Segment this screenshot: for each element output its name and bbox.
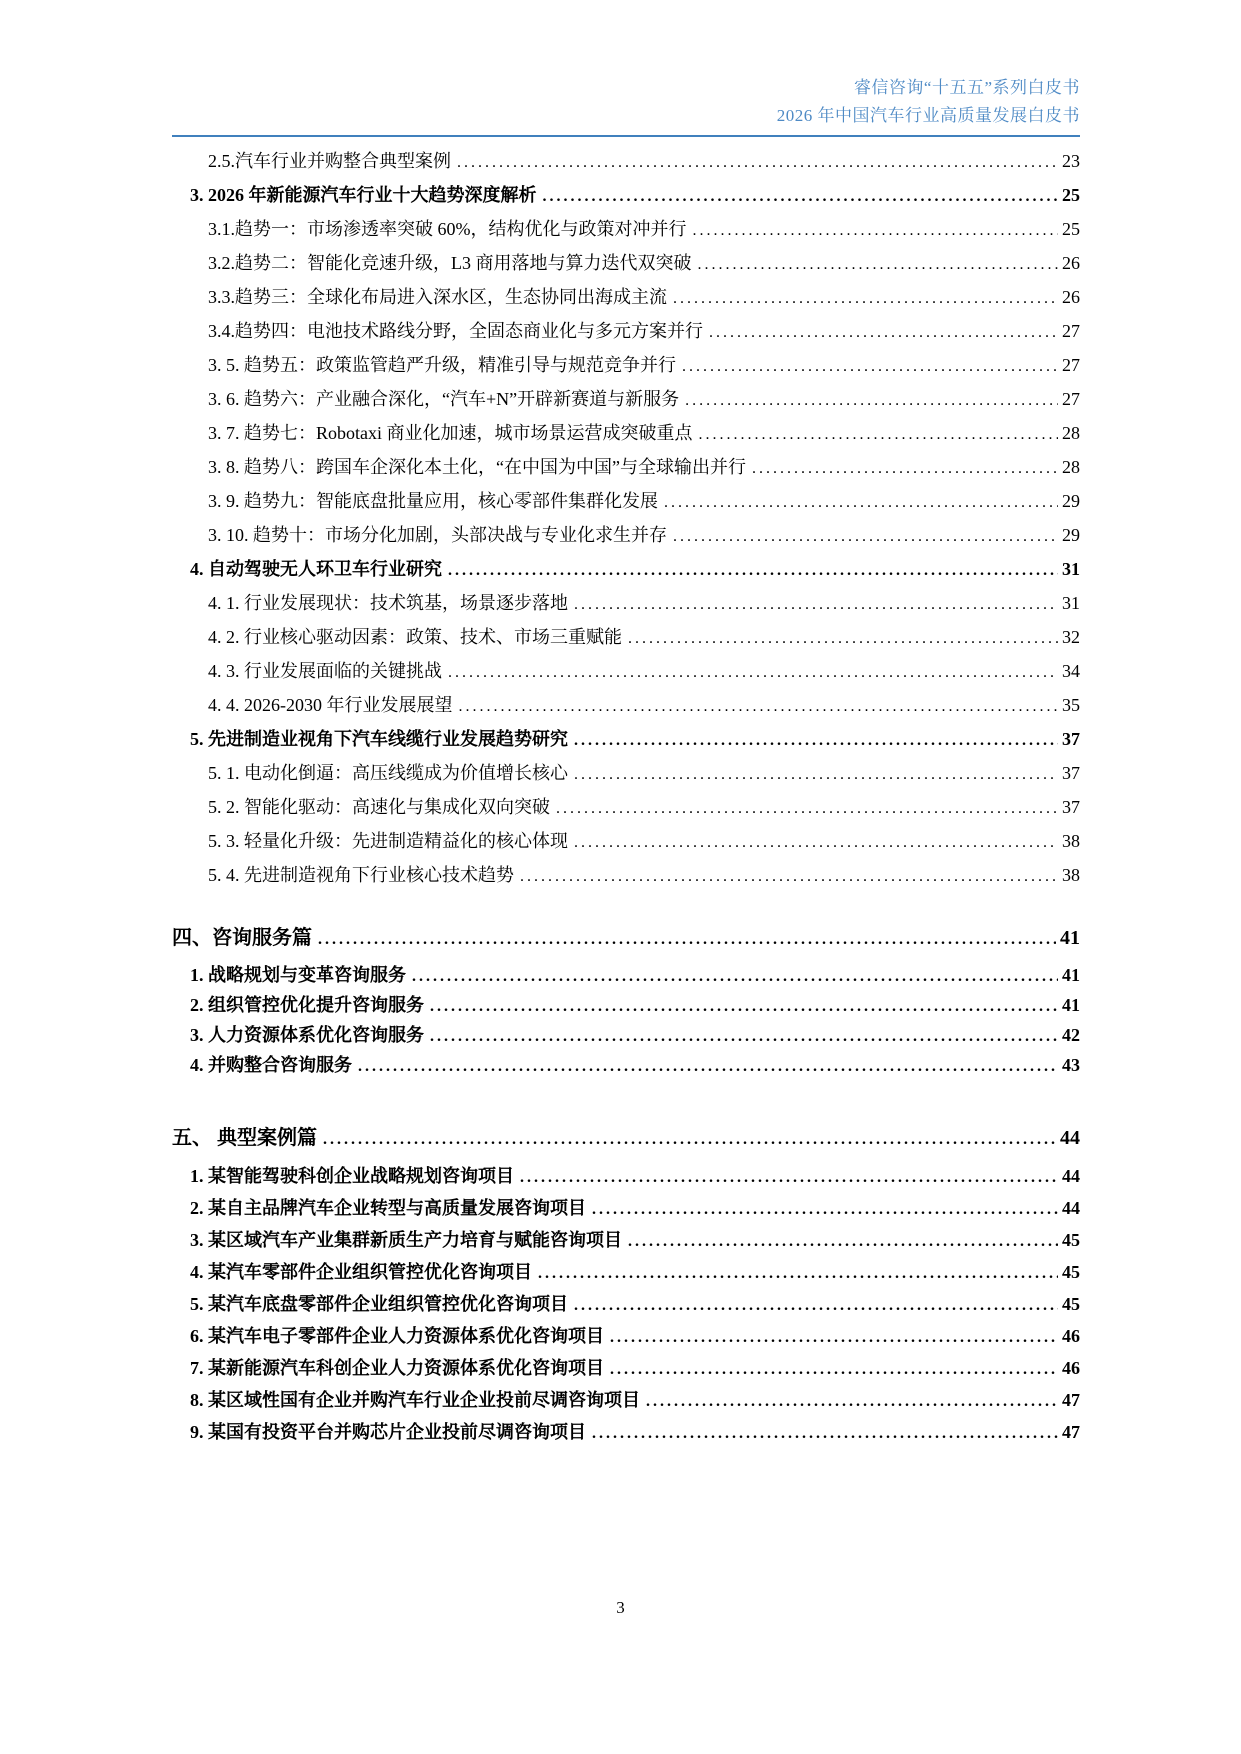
toc-entry — [172, 247, 1080, 281]
toc-entry-label: 2. 某自主品牌汽车企业转型与高质量发展咨询项目 — [190, 1198, 586, 1218]
toc-dot-leader — [664, 485, 1058, 519]
toc-page-number: 37 — [1062, 797, 1080, 817]
toc-page-number: 38 — [1062, 831, 1080, 851]
toc-entry — [172, 655, 1080, 689]
toc-entry — [172, 485, 1080, 519]
toc-page-number: 31 — [1062, 593, 1080, 613]
toc-page-number: 27 — [1062, 321, 1080, 341]
toc-entry — [172, 281, 1080, 315]
toc-page-number: 32 — [1062, 627, 1080, 647]
toc-entry-label: 3. 6. 趋势六：产业融合深化，“汽车+N”开辟新赛道与新服务 — [208, 389, 680, 409]
toc-entry-label: 五、 典型案例篇 — [172, 1127, 317, 1149]
toc-page-number: 37 — [1062, 763, 1080, 783]
toc-page-number: 27 — [1062, 355, 1080, 375]
toc-dot-leader — [698, 247, 1059, 281]
toc-entry-label: 3. 10. 趋势十：市场分化加剧，头部决战与专业化求生并存 — [208, 525, 667, 545]
toc-page-number: 23 — [1062, 151, 1080, 171]
toc-entry — [172, 859, 1080, 893]
toc-entry — [172, 621, 1080, 655]
toc-entry — [172, 315, 1080, 349]
toc-entry-label: 3.2.趋势二：智能化竞速升级，L3 商用落地与算力迭代双突破 — [208, 253, 692, 273]
toc-entry-label: 7. 某新能源汽车科创企业人力资源体系优化咨询项目 — [190, 1358, 604, 1378]
toc-dot-leader — [628, 1225, 1058, 1257]
toc-page-number: 35 — [1062, 695, 1080, 715]
toc-page-number: 31 — [1062, 559, 1080, 579]
toc-entry-label: 5. 2. 智能化驱动：高速化与集成化双向突破 — [208, 797, 550, 817]
toc-entry-label: 4. 4. 2026-2030 年行业发展展望 — [208, 695, 453, 715]
toc-entry — [172, 145, 1080, 179]
toc-entry — [172, 1385, 1080, 1417]
toc-page-number: 26 — [1062, 253, 1080, 273]
toc-page-number: 43 — [1062, 1055, 1080, 1075]
toc-page-number: 25 — [1062, 219, 1080, 239]
toc-page-number: 29 — [1062, 525, 1080, 545]
toc-entry — [172, 1353, 1080, 1385]
toc-entry — [172, 1021, 1080, 1051]
toc-dot-leader — [699, 417, 1059, 451]
toc-entry — [172, 519, 1080, 553]
toc-entry-label: 4. 并购整合咨询服务 — [190, 1055, 352, 1075]
toc-entry-label: 5. 1. 电动化倒逼：高压线缆成为价值增长核心 — [208, 763, 568, 783]
toc-entry — [172, 587, 1080, 621]
toc-entry-label: 3. 9. 趋势九：智能底盘批量应用，核心零部件集群化发展 — [208, 491, 658, 511]
toc-entry — [172, 1289, 1080, 1321]
toc-page-number: 37 — [1062, 729, 1080, 749]
toc-dot-leader — [358, 1051, 1058, 1081]
toc-entry — [172, 213, 1080, 247]
toc-entry-label: 3. 2026 年新能源汽车行业十大趋势深度解析 — [190, 185, 537, 205]
toc-entry — [172, 1257, 1080, 1289]
toc-entry-label: 3. 人力资源体系优化咨询服务 — [190, 1025, 424, 1045]
toc-entry — [172, 349, 1080, 383]
toc-entry — [172, 991, 1080, 1021]
toc-page-number: 44 — [1060, 1127, 1080, 1149]
toc-entry-label: 4. 3. 行业发展面临的关键挑战 — [208, 661, 442, 681]
toc-entry — [172, 1051, 1080, 1081]
toc-page-number: 44 — [1062, 1166, 1080, 1186]
toc-entry-label: 3. 7. 趋势七：Robotaxi 商业化加速，城市场景运营成突破重点 — [208, 423, 693, 443]
toc-entry-label: 6. 某汽车电子零部件企业人力资源体系优化咨询项目 — [190, 1326, 604, 1346]
toc-dot-leader — [323, 1117, 1056, 1161]
toc-entry — [172, 1417, 1080, 1449]
toc-entry — [172, 961, 1080, 991]
toc-page-number: 47 — [1062, 1390, 1080, 1410]
toc-entry-label: 4. 2. 行业核心驱动因素：政策、技术、市场三重赋能 — [208, 627, 622, 647]
toc-entry — [172, 1193, 1080, 1225]
toc-dot-leader — [543, 179, 1059, 213]
page-header — [0, 0, 1241, 130]
toc-entry — [172, 825, 1080, 859]
toc-entry — [172, 1117, 1080, 1161]
toc-dot-leader — [592, 1193, 1058, 1225]
toc-entry-label: 3. 某区域汽车产业集群新质生产力培育与赋能咨询项目 — [190, 1230, 622, 1250]
toc-entry-label: 5. 先进制造业视角下汽车线缆行业发展趋势研究 — [190, 729, 568, 749]
toc-page-number: 47 — [1062, 1422, 1080, 1442]
toc-entry-label: 5. 4. 先进制造视角下行业核心技术趋势 — [208, 865, 514, 885]
toc-dot-leader — [574, 825, 1058, 859]
toc-entry-label: 2.5.汽车行业并购整合典型案例 — [208, 151, 451, 171]
toc-page-number: 41 — [1060, 927, 1080, 949]
toc-entry-label: 5. 3. 轻量化升级：先进制造精益化的核心体现 — [208, 831, 568, 851]
toc-page-number: 44 — [1062, 1198, 1080, 1218]
toc-entry-label: 3.3.趋势三：全球化布局进入深水区，生态协同出海成主流 — [208, 287, 667, 307]
toc-entry — [172, 179, 1080, 213]
toc-entry-label: 4. 某汽车零部件企业组织管控优化咨询项目 — [190, 1262, 532, 1282]
toc-entry — [172, 689, 1080, 723]
header-doc-title: 2026 年中国汽车行业高质量发展白皮书 — [776, 106, 1080, 125]
toc-page-number: 34 — [1062, 661, 1080, 681]
toc-page-number: 42 — [1062, 1025, 1080, 1045]
toc-page-number: 45 — [1062, 1230, 1080, 1250]
toc-page-number: 25 — [1062, 185, 1080, 205]
toc-entry-label: 4. 1. 行业发展现状：技术筑基，场景逐步落地 — [208, 593, 568, 613]
toc-dot-leader — [412, 961, 1058, 991]
toc-dot-leader — [673, 281, 1058, 315]
toc-dot-leader — [610, 1321, 1058, 1353]
header-series-title: 睿信咨询“十五五”系列白皮书 — [853, 78, 1080, 97]
toc-page-number: 28 — [1062, 457, 1080, 477]
toc-entry — [172, 1225, 1080, 1257]
page-footer — [0, 1598, 1241, 1618]
toc-dot-leader — [430, 1021, 1058, 1051]
toc-page-number: 41 — [1062, 965, 1080, 985]
toc-entry-label: 4. 自动驾驶无人环卫车行业研究 — [190, 559, 442, 579]
toc-dot-leader — [628, 621, 1058, 655]
toc-dot-leader — [592, 1417, 1058, 1449]
toc-dot-leader — [430, 991, 1058, 1021]
toc-entry-label: 9. 某国有投资平台并购芯片企业投前尽调咨询项目 — [190, 1422, 586, 1442]
toc-entry — [172, 723, 1080, 757]
toc-dot-leader — [685, 383, 1058, 417]
toc-dot-leader — [646, 1385, 1058, 1417]
toc-dot-leader — [318, 917, 1056, 961]
toc-entry — [172, 917, 1080, 961]
toc-entry — [172, 1161, 1080, 1193]
toc-dot-leader — [574, 1289, 1058, 1321]
toc-entry — [172, 791, 1080, 825]
page-number: 3 — [616, 1598, 625, 1617]
toc-page-number: 29 — [1062, 491, 1080, 511]
toc-dot-leader — [709, 315, 1058, 349]
toc-page-number: 28 — [1062, 423, 1080, 443]
toc-entry-label: 2. 组织管控优化提升咨询服务 — [190, 995, 424, 1015]
toc-dot-leader — [459, 689, 1059, 723]
toc-entry — [172, 383, 1080, 417]
toc-dot-leader — [457, 145, 1058, 179]
toc-entry-label: 3. 5. 趋势五：政策监管趋严升级，精准引导与规范竞争并行 — [208, 355, 676, 375]
toc-dot-leader — [752, 451, 1058, 485]
toc-page-number: 26 — [1062, 287, 1080, 307]
table-of-contents — [0, 137, 1241, 1449]
toc-dot-leader — [448, 553, 1058, 587]
toc-entry-label: 3.1.趋势一：市场渗透率突破 60%，结构优化与政策对冲并行 — [208, 219, 687, 239]
toc-dot-leader — [693, 213, 1059, 247]
toc-entry-label: 5. 某汽车底盘零部件企业组织管控优化咨询项目 — [190, 1294, 568, 1314]
toc-entry-label: 1. 某智能驾驶科创企业战略规划咨询项目 — [190, 1166, 514, 1186]
toc-dot-leader — [556, 791, 1058, 825]
toc-entry-label: 1. 战略规划与变革咨询服务 — [190, 965, 406, 985]
toc-entry — [172, 1321, 1080, 1353]
toc-dot-leader — [610, 1353, 1058, 1385]
toc-dot-leader — [448, 655, 1058, 689]
toc-dot-leader — [520, 859, 1058, 893]
toc-entry — [172, 553, 1080, 587]
toc-entry — [172, 451, 1080, 485]
toc-entry-label: 3. 8. 趋势八：跨国车企深化本土化，“在中国为中国”与全球输出并行 — [208, 457, 746, 477]
toc-page-number: 45 — [1062, 1262, 1080, 1282]
toc-dot-leader — [574, 757, 1058, 791]
toc-page-number: 27 — [1062, 389, 1080, 409]
toc-page-number: 46 — [1062, 1326, 1080, 1346]
toc-page-number: 45 — [1062, 1294, 1080, 1314]
toc-dot-leader — [673, 519, 1058, 553]
toc-dot-leader — [682, 349, 1058, 383]
toc-page-number: 38 — [1062, 865, 1080, 885]
toc-dot-leader — [520, 1161, 1058, 1193]
toc-dot-leader — [538, 1257, 1058, 1289]
toc-page-number: 46 — [1062, 1358, 1080, 1378]
toc-entry-label: 四、咨询服务篇 — [172, 927, 312, 949]
toc-entry-label: 3.4.趋势四：电池技术路线分野，全固态商业化与多元方案并行 — [208, 321, 703, 341]
toc-dot-leader — [574, 723, 1058, 757]
toc-entry — [172, 417, 1080, 451]
toc-entry — [172, 757, 1080, 791]
toc-dot-leader — [574, 587, 1058, 621]
toc-page-number: 41 — [1062, 995, 1080, 1015]
toc-entry-label: 8. 某区域性国有企业并购汽车行业企业投前尽调咨询项目 — [190, 1390, 640, 1410]
